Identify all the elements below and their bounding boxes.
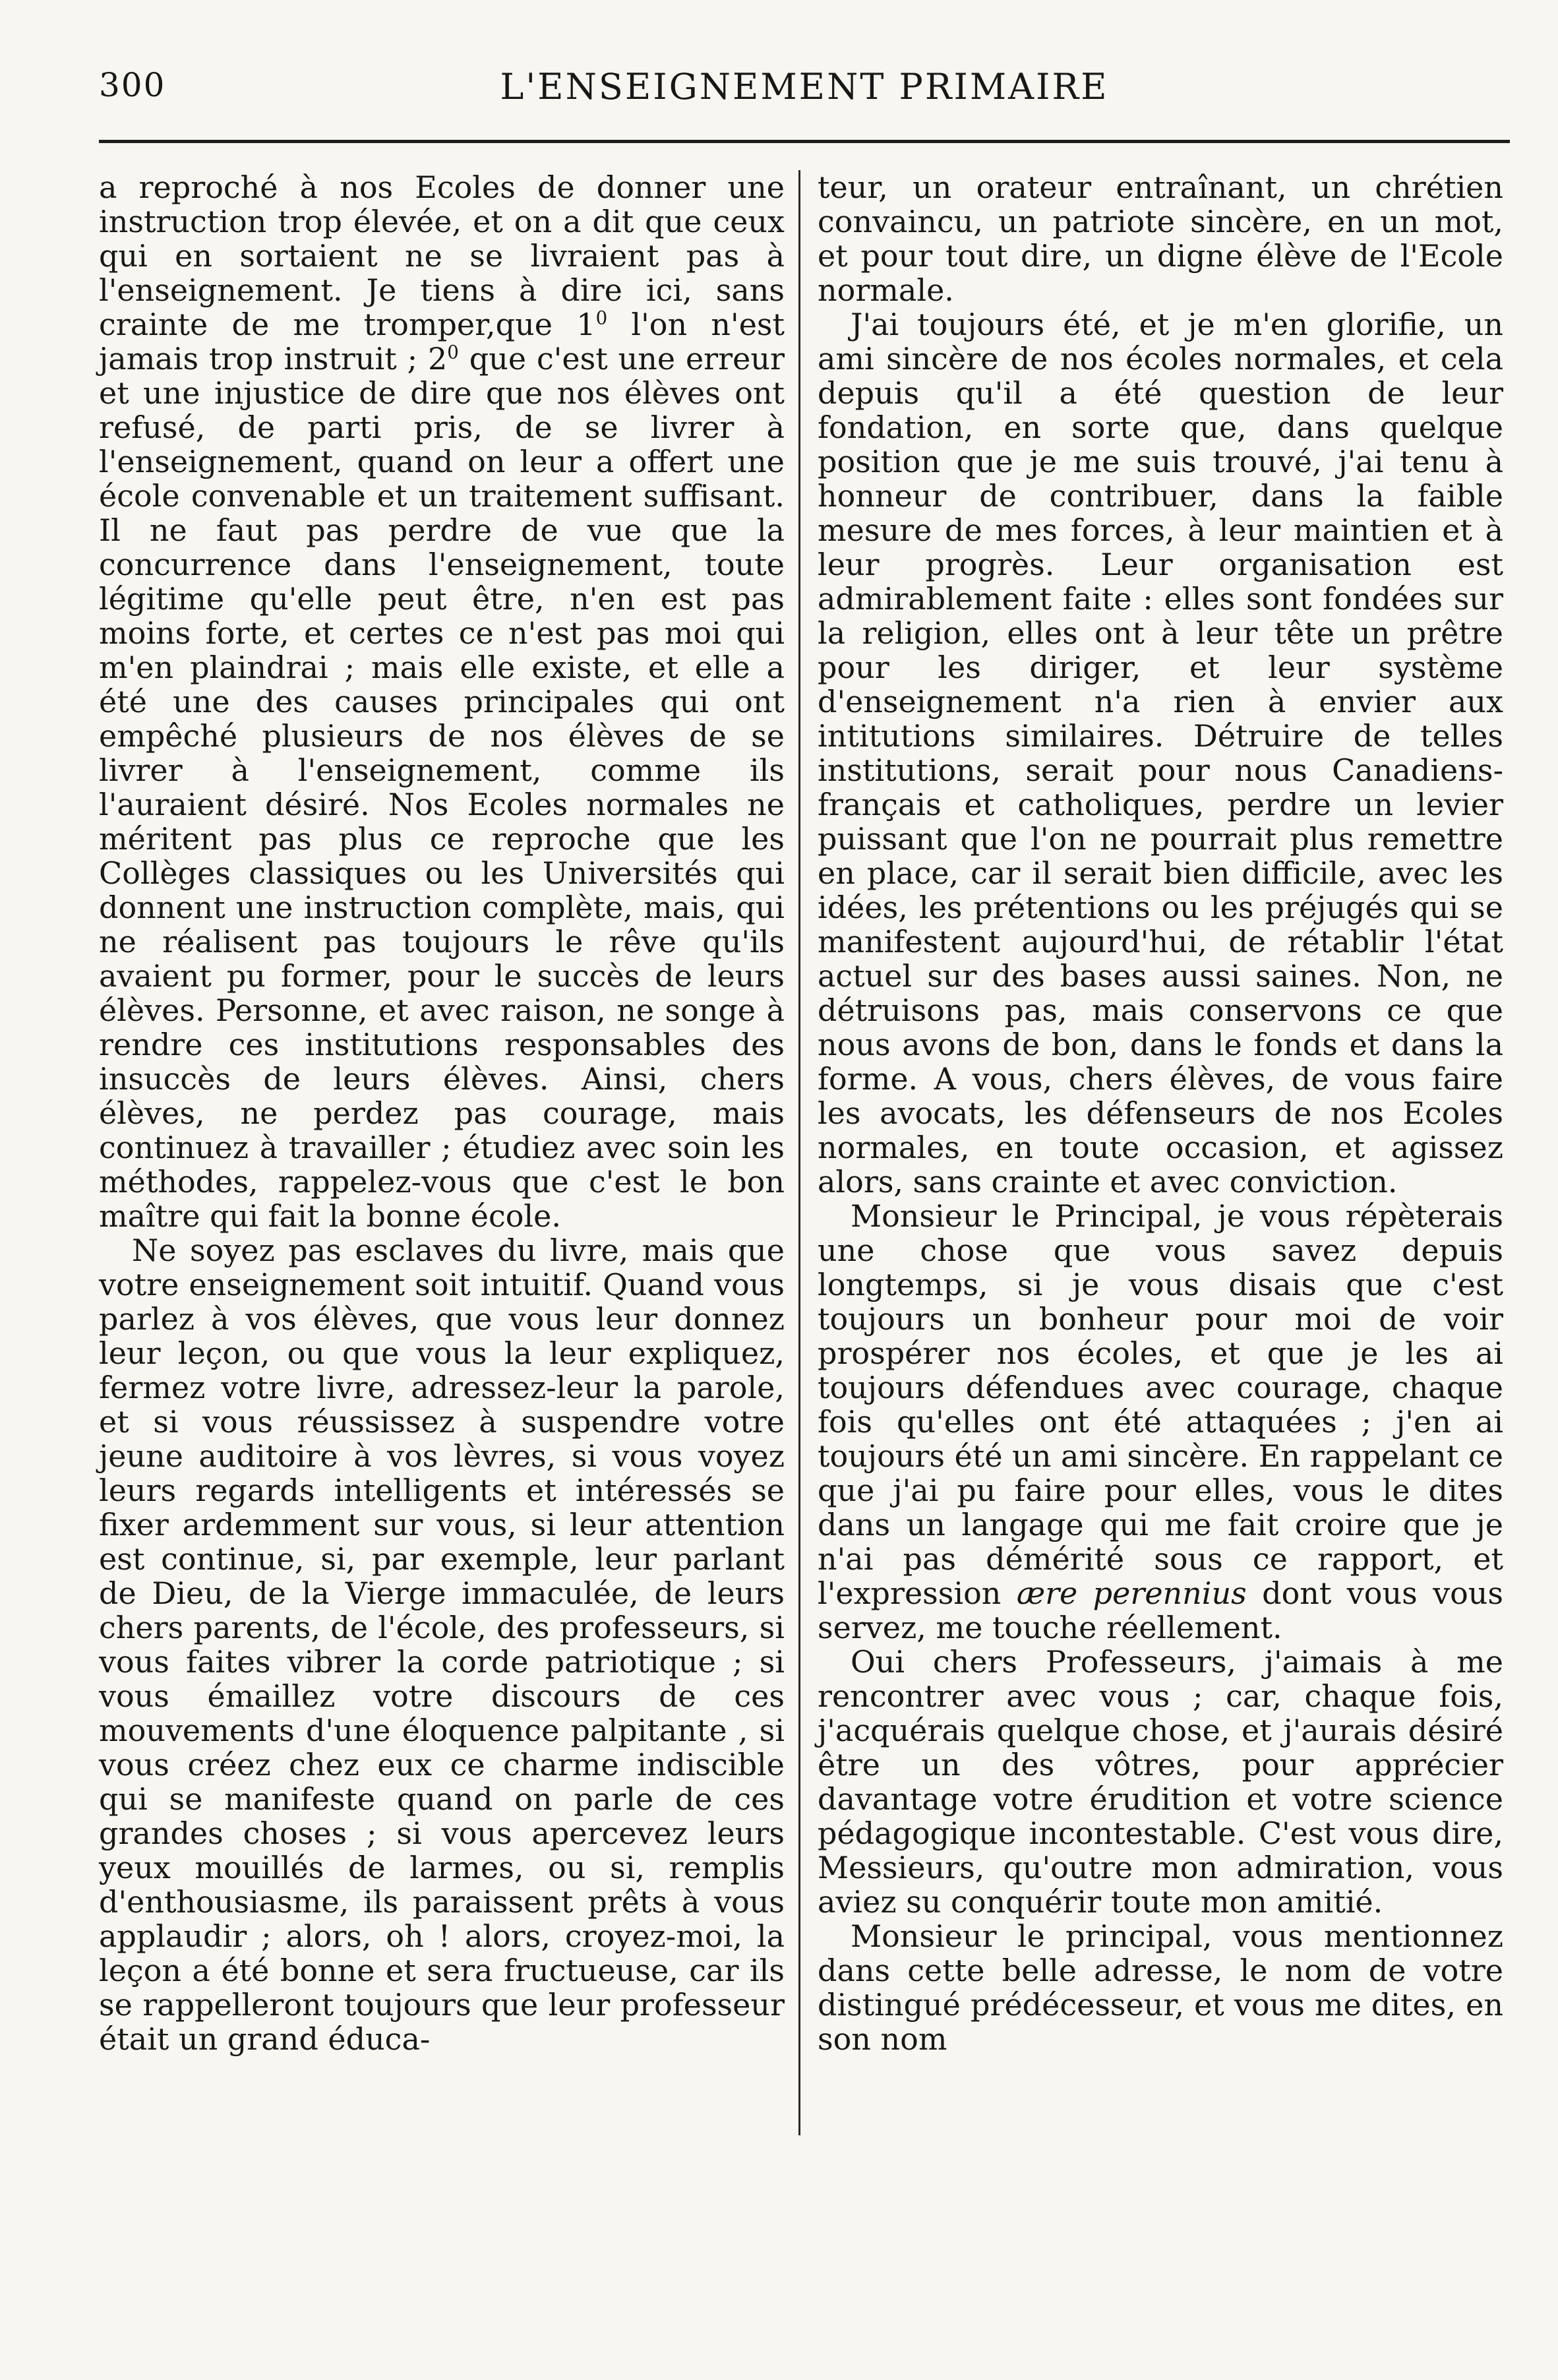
paragraph-text: a reproché à nos Ecoles de donner une instruction trop élevée, et on a dit que ceux qui en sortaient ne se livraient pas à l'enseignement. Je tiens à dire ici, sans crainte de me tromper,que bbox=[99, 169, 785, 342]
column-divider bbox=[798, 170, 800, 2135]
running-title: L'ENSEIGNEMENT PRIMAIRE bbox=[500, 66, 1109, 107]
ordinal-number: 1 bbox=[576, 307, 596, 342]
ordinal-superscript: 0 bbox=[447, 341, 459, 363]
ordinal-number: 2 bbox=[428, 341, 448, 377]
paragraph-text: que c'est une erreur et une injustice de dire que nos élèves ont refusé, de parti pris, de se livrer à l'enseignement, quand on leur a offert une école convenable et un traitement suffisant. Il ne faut pas perdre de vue que la concurrence dans l'enseignement, toute légitime qu'elle peut être, n'en est pas moins forte, et certes ce n'est pas moi qui m'en plaindrai ; mais elle existe, et elle a été une des causes principales qui ont empêché plusieurs de nos élèves de se livrer à l'enseignement, comme ils l'auraient désiré. Nos Ecoles normales ne méritent pas plus ce reproche que les Collèges classiques ou les Universités qui donnent une instruction complète, mais, qui ne réalisent pas toujours le rêve qu'ils avaient pu former, pour le succès de leurs élèves. Personne, et avec raison, ne songe à rendre ces institutions responsables des insuccès de leurs élèves. Ainsi, chers élèves, ne perdez pas courage, mais continuez à travailler ; étudiez avec soin les méthodes, rappelez-vous que c'est le bon maître qui fait la bonne école. bbox=[99, 341, 785, 1234]
right-column bbox=[818, 170, 1503, 2056]
ordinal-superscript: 0 bbox=[595, 307, 608, 329]
page-number: 300 bbox=[99, 66, 166, 104]
paragraph: Ne soyez pas esclaves du livre, mais que votre enseignement soit intuitif. Quand vous parlez à vos élèves, que vous leur donnez leur leçon, ou que vous la leur expliquez, fermez votre livre, adressez-leur la parole, et si vous réussissez à suspendre votre jeune auditoire à vos lèvres, si vous voyez leurs regards intelligents et intéressés se fixer ardemment sur vous, si leur attention est continue, si, par exemple, leur parlant de Dieu, de la Vierge immaculée, de leurs chers parents, de l'école, des professeurs, si vous faites vibrer la corde patriotique ; si vous émaillez votre discours de ces mouvements d'une éloquence palpitante , si vous créez chez eux ce charme indiscible qui se manifeste quand on parle de ces grandes choses ; si vous apercevez leurs yeux mouillés de larmes, ou si, remplis d'enthousiasme, ils paraissent prêts à vous applaudir ; alors, oh ! alors, croyez-moi, la leçon a été bonne et sera fructueuse, car ils se rappelleront toujours que leur professeur était un grand éduca- bbox=[99, 1233, 785, 2057]
paragraph: Oui chers Professeurs, j'aimais à me rencontrer avec vous ; car, chaque fois, j'acquérais quelque chose, et j'aurais désiré être un des vôtres, pour apprécier davantage votre érudition et votre science pédagogique incontestable. C'est vous dire, Messieurs, qu'outre mon admiration, vous aviez su conquérir toute mon amitié. bbox=[818, 1644, 1503, 1920]
paragraph bbox=[818, 1199, 1503, 1645]
left-column bbox=[99, 170, 785, 2056]
paragraph-text: dont vous vous servez, me touche réellement. bbox=[818, 1575, 1503, 1645]
paragraph-text: l'on n'est jamais trop instruit ; bbox=[99, 307, 785, 377]
paragraph: teur, un orateur entraînant, un chrétien convaincu, un patriote sincère, en un mot, et pour tout dire, un digne élève de l'Ecole normale. bbox=[818, 169, 1503, 308]
header-rule bbox=[99, 140, 1510, 143]
paragraph: Monsieur le principal, vous mentionnez dans cette belle adresse, le nom de votre distingué prédécesseur, et vous me dites, en son nom bbox=[818, 1918, 1503, 2057]
paragraph: J'ai toujours été, et je m'en glorifie, un ami sincère de nos écoles normales, et cela depuis qu'il a été question de leur fondation, en sorte que, dans quelque position que je me suis trouvé, j'ai tenu à honneur de contribuer, dans la faible mesure de mes forces, à leur maintien et à leur progrès. Leur organisation est admirablement faite : elles sont fondées sur la religion, elles ont à leur tête un prêtre pour les diriger, et leur système d'enseignement n'a rien à envier aux intitutions similaires. Détruire de telles institutions, serait pour nous Canadiens-français et catholiques, perdre un levier puissant que l'on ne pourrait plus remettre en place, car il serait bien difficile, avec les idées, les prétentions ou les préjugés qui se manifestent aujourd'hui, de rétablir l'état actuel sur des bases aussi saines. Non, ne détruisons pas, mais conservons ce que nous avons de bon, dans le fonds et dans la forme. A vous, chers élèves, de vous faire les avocats, les défenseurs de nos Ecoles normales, en toute occasion, et agissez alors, sans crainte et avec conviction. bbox=[818, 307, 1503, 1200]
page-header bbox=[99, 66, 1510, 125]
latin-quote: ære perennius bbox=[1016, 1575, 1247, 1611]
paragraph bbox=[99, 170, 785, 1233]
paragraph-text: Monsieur le Principal, je vous répèterais une chose que vous savez depuis longtemps, si je vous disais que c'est toujours un bonheur pour moi de voir prospérer nos écoles, et que je les ai toujours défendues avec courage, chaque fois qu'elles ont été attaquées ; j'en ai toujours été un ami sincère. En rappelant ce que j'ai pu faire pour elles, vous le dites dans un langage qui me fait croire que je n'ai pas démérité sous ce rapport, et l'expression bbox=[818, 1198, 1504, 1611]
